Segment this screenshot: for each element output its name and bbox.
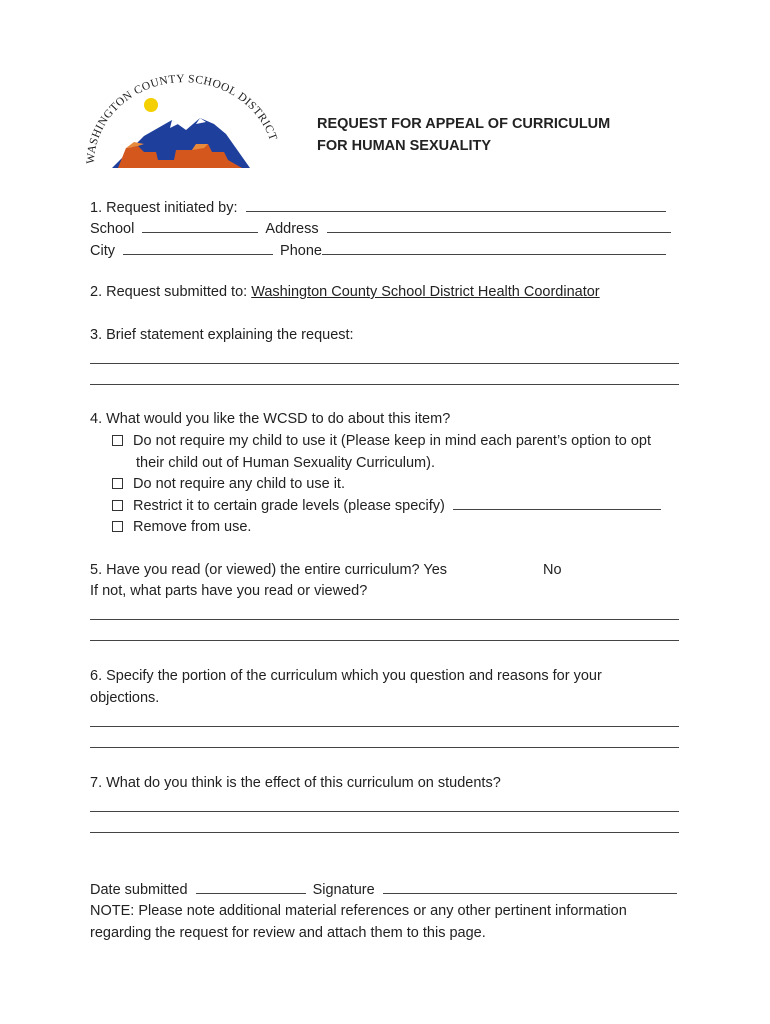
district-logo bbox=[74, 72, 284, 184]
q4-option-3[interactable] bbox=[112, 495, 661, 517]
q6-answer-line-2[interactable] bbox=[90, 747, 679, 748]
city-field[interactable] bbox=[123, 240, 273, 255]
logo-arc-text: WASHINGTON COUNTY SCHOOL DISTRICT bbox=[84, 73, 280, 165]
q2-label: 2. Request submitted to: bbox=[90, 284, 248, 300]
q1-school-row bbox=[90, 218, 671, 239]
option-label: Do not require my child to use it (Please keep in mind each parent’s option to opt bbox=[133, 433, 651, 449]
q5-label: 5. Have you read (or viewed) the entire curriculum? Yes bbox=[90, 562, 448, 578]
q7-answer-line-2[interactable] bbox=[90, 832, 679, 833]
signature-label: Signature bbox=[312, 882, 375, 898]
signature-field[interactable] bbox=[383, 879, 677, 894]
note-line-1: NOTE: Please note additional material references or any other pertinent information bbox=[90, 903, 627, 919]
option-label: Remove from use. bbox=[133, 519, 252, 535]
title-line-2: FOR HUMAN SEXUALITY bbox=[317, 138, 491, 154]
submitted-to-value: Washington County School District Health Coordinator bbox=[251, 284, 600, 300]
date-field[interactable] bbox=[196, 879, 306, 894]
sun-icon bbox=[144, 98, 158, 112]
initiated-by-field[interactable] bbox=[246, 197, 666, 212]
option-label: Do not require any child to use it. bbox=[133, 476, 345, 492]
q2-row bbox=[90, 282, 600, 303]
date-signature-row bbox=[90, 879, 677, 900]
q7-label: 7. What do you think is the effect of this curriculum on students? bbox=[90, 775, 501, 791]
q1-city-row bbox=[90, 240, 666, 261]
q5-answer-line-2[interactable] bbox=[90, 640, 679, 641]
q5-followup: If not, what parts have you read or viewed? bbox=[90, 583, 368, 599]
option-label: Restrict it to certain grade levels (please specify) bbox=[133, 498, 445, 514]
q3-answer-line-2[interactable] bbox=[90, 384, 679, 385]
checkbox[interactable] bbox=[112, 435, 123, 446]
q4-label: 4. What would you like the WCSD to do about this item? bbox=[90, 411, 451, 427]
q3-answer-line-1[interactable] bbox=[90, 363, 679, 364]
address-label: Address bbox=[265, 221, 319, 237]
checkbox[interactable] bbox=[112, 500, 123, 511]
city-label: City bbox=[90, 243, 115, 259]
q4-option-1-continued: their child out of Human Sexuality Curriculum). bbox=[136, 455, 435, 471]
school-label: School bbox=[90, 221, 135, 237]
note-line-2: regarding the request for review and attach them to this page. bbox=[90, 925, 486, 941]
form-title bbox=[317, 113, 610, 157]
q6-label-line-2: objections. bbox=[90, 690, 160, 706]
q5-answer-line-1[interactable] bbox=[90, 619, 679, 620]
date-label: Date submitted bbox=[90, 882, 188, 898]
address-field[interactable] bbox=[327, 218, 671, 233]
q6-answer-line-1[interactable] bbox=[90, 726, 679, 727]
q7-answer-line-1[interactable] bbox=[90, 811, 679, 812]
grade-levels-field[interactable] bbox=[453, 495, 661, 510]
q5-no-label: No bbox=[543, 562, 562, 578]
checkbox[interactable] bbox=[112, 478, 123, 489]
q1-row bbox=[90, 197, 666, 218]
title-line-1: REQUEST FOR APPEAL OF CURRICULUM bbox=[317, 116, 611, 132]
q1-label: 1. Request initiated by: bbox=[90, 200, 238, 216]
school-field[interactable] bbox=[142, 218, 258, 233]
q4-option-4[interactable] bbox=[112, 517, 251, 538]
phone-label: Phone bbox=[280, 243, 322, 259]
q3-label: 3. Brief statement explaining the request: bbox=[90, 327, 354, 343]
q6-label-line-1: 6. Specify the portion of the curriculum which you question and reasons for your bbox=[90, 668, 602, 684]
q4-option-2[interactable] bbox=[112, 474, 345, 495]
q4-option-1[interactable] bbox=[112, 431, 651, 452]
phone-field[interactable] bbox=[322, 240, 666, 255]
checkbox[interactable] bbox=[112, 521, 123, 532]
